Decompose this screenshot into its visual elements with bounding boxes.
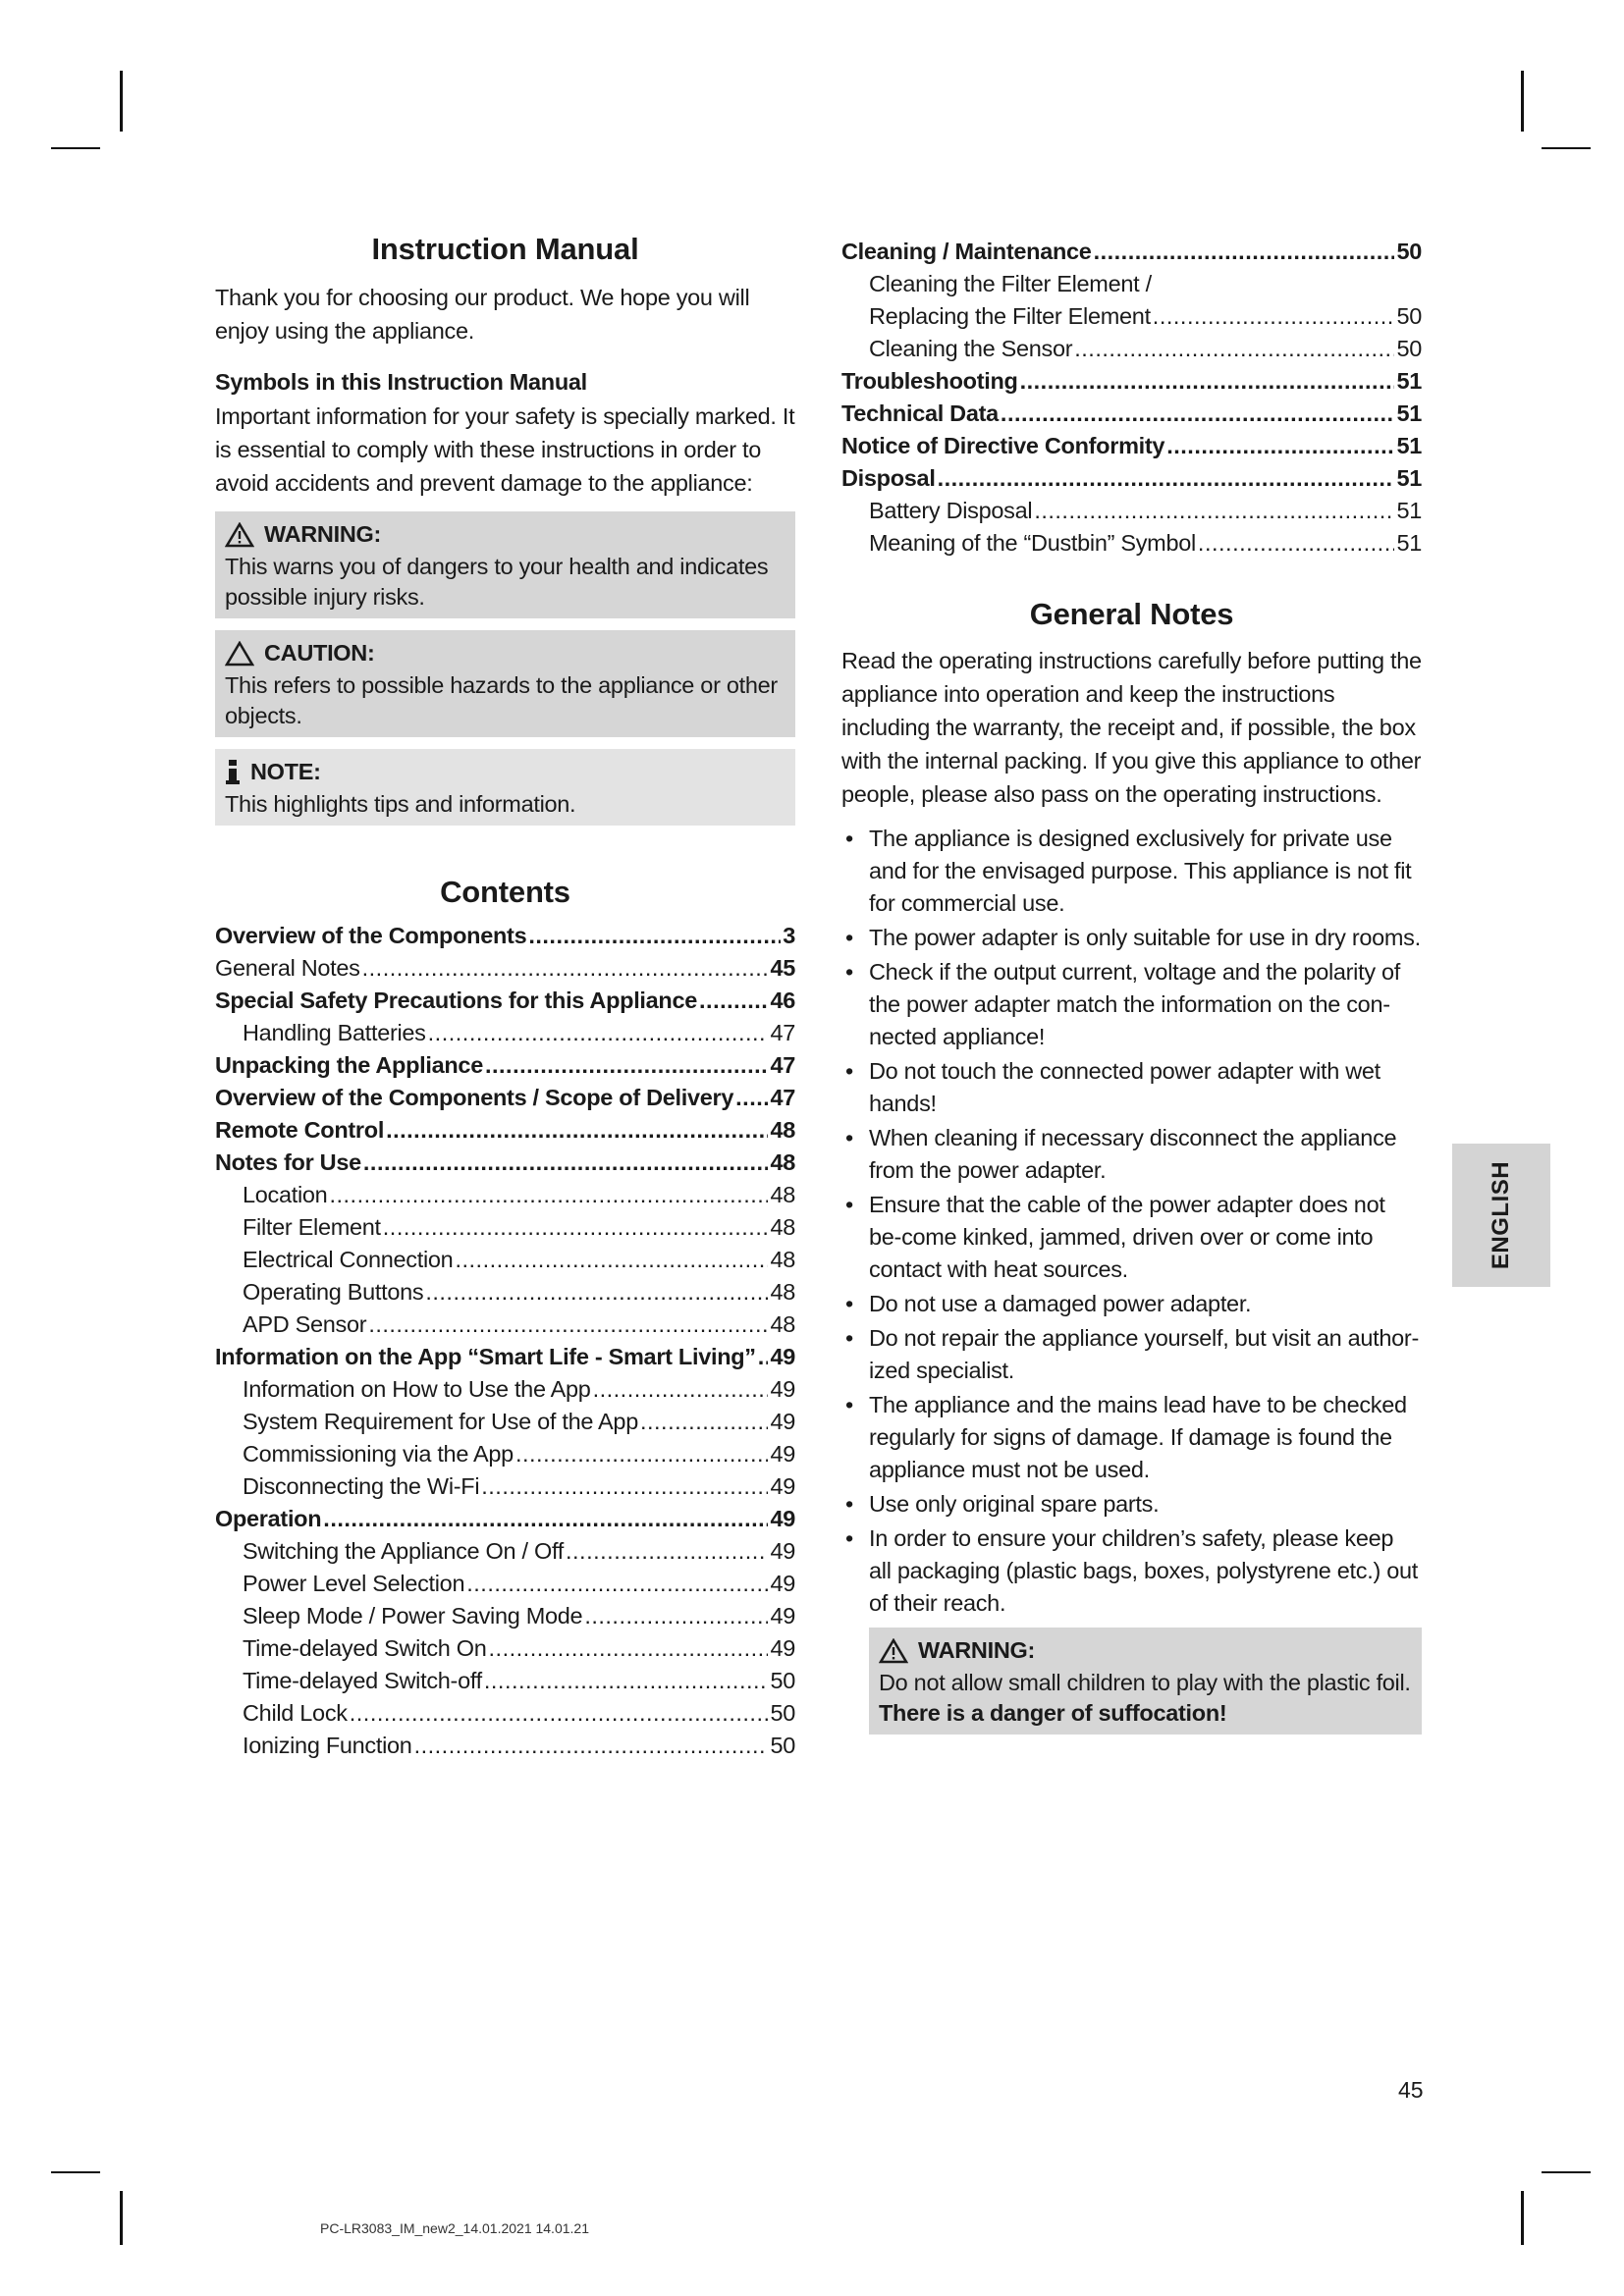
toc-entry[interactable]: Disposal ..... 51 [841, 462, 1422, 495]
toc-entry[interactable]: Commissioning via the App ..... 49 [215, 1438, 795, 1470]
page-number: 45 [1398, 2077, 1424, 2103]
toc-entry[interactable]: Cleaning / Maintenance ..... 50 [841, 236, 1422, 268]
warning-triangle-icon [879, 1638, 908, 1664]
symbols-text: Important information for your safety is specially marked. It is essential to comply with these instructions in order to avoid accidents and prevent damage to the appliance: [215, 403, 795, 496]
warning-box-suffocation [869, 1628, 1422, 1735]
warning-text: This warns you of dangers to your health and indicates possible injury risks. [225, 554, 769, 610]
crop-mark [120, 71, 123, 132]
crop-mark [120, 2191, 123, 2245]
toc-entry[interactable]: Overview of the Components / Scope of Delivery ..... 47 [215, 1082, 795, 1114]
toc-entry[interactable]: Remote Control ..... 48 [215, 1114, 795, 1147]
note-text: This highlights tips and information. [225, 791, 576, 817]
toc-entry[interactable]: Unpacking the Appliance ..... 47 [215, 1049, 795, 1082]
info-icon [225, 760, 241, 785]
toc-entry[interactable]: Information on the App “Smart Life - Smart Living” ..... 49 [215, 1341, 795, 1373]
caution-box [215, 630, 795, 737]
crop-mark [1521, 2191, 1524, 2245]
toc-entry[interactable]: Notice of Directive Conformity ..... 51 [841, 430, 1422, 462]
toc-entry[interactable]: Operation ..... 49 [215, 1503, 795, 1535]
list-item: • When cleaning if necessary disconnect the appliance from the power adapter. [841, 1122, 1422, 1187]
toc-entry[interactable]: Child Lock ..... 50 [215, 1697, 795, 1730]
list-item: • The appliance and the mains lead have to be checked regularly for signs of damage. If damage is found the appliance must not be used. [841, 1389, 1422, 1486]
caution-text: This refers to possible hazards to the appliance or other objects. [225, 672, 778, 728]
toc-entry[interactable]: Notes for Use ..... 48 [215, 1147, 795, 1179]
list-item: • Check if the output current, voltage and the polarity of the power adapter match the information on the con-nected appliance! [841, 956, 1422, 1053]
warning-label: WARNING: [264, 521, 382, 547]
crop-mark [1542, 147, 1591, 149]
toc-entry[interactable]: Technical Data ..... 51 [841, 398, 1422, 430]
caution-label: CAUTION: [264, 640, 375, 666]
toc-entry[interactable]: Information on How to Use the App ..... 49 [215, 1373, 795, 1406]
toc-entry[interactable]: Battery Disposal ..... 51 [841, 495, 1422, 527]
warning-label: WARNING: [918, 1637, 1036, 1663]
toc-entry[interactable]: Replacing the Filter Element ..... 50 [841, 300, 1422, 333]
note-box [215, 749, 795, 826]
toc-entry[interactable]: Switching the Appliance On / Off ..... 49 [215, 1535, 795, 1568]
language-tab [1452, 1144, 1550, 1287]
crop-mark [1542, 2171, 1591, 2173]
toc-entry-line[interactable]: Cleaning the Filter Element / [869, 271, 1152, 296]
crop-mark [1521, 71, 1524, 132]
toc-entry[interactable]: Troubleshooting ..... 51 [841, 365, 1422, 398]
warning-triangle-icon [225, 522, 254, 548]
crop-mark [51, 147, 100, 149]
table-of-contents [215, 920, 795, 1762]
crop-mark [51, 2171, 100, 2173]
toc-entry[interactable]: Handling Batteries ..... 47 [215, 1017, 795, 1049]
toc-entry[interactable]: Electrical Connection ..... 48 [215, 1244, 795, 1276]
contents-title: Contents [440, 875, 570, 909]
general-notes-text: Read the operating instructions carefully before putting the appliance into operation and keep the instructions including the warranty, the receipt and, if possible, the box with the internal packing. If you give this appliance to other people, please also pass on the operating instructions. [841, 648, 1422, 807]
toc-entry[interactable]: Ionizing Function ..... 50 [215, 1730, 795, 1762]
toc-entry[interactable]: Special Safety Precautions for this Appliance ..... 46 [215, 985, 795, 1017]
list-item: • Do not use a damaged power adapter. [841, 1288, 1422, 1320]
toc-entry[interactable]: APD Sensor ..... 48 [215, 1308, 795, 1341]
list-item: • In order to ensure your children’s safety, please keep all packaging (plastic bags, boxes, polystyrene etc.) out of their reach. [841, 1522, 1422, 1620]
right-column [841, 236, 1422, 1735]
toc-entry[interactable]: Overview of the Components ..... 3 [215, 920, 795, 952]
toc-entry[interactable]: Power Level Selection ..... 49 [215, 1568, 795, 1600]
safety-bullet-list [841, 823, 1422, 1620]
toc-entry[interactable]: Location ..... 48 [215, 1179, 795, 1211]
left-column [215, 232, 795, 1762]
warning-bold-text: There is a danger of suffocation! [879, 1700, 1227, 1726]
toc-entry[interactable]: Filter Element ..... 48 [215, 1211, 795, 1244]
list-item: • The power adapter is only suitable for use in dry rooms. [841, 922, 1422, 954]
print-footer: PC-LR3083_IM_new2_14.01.2021 14.01.21 [320, 2220, 589, 2236]
toc-entry[interactable]: System Requirement for Use of the App ..... 49 [215, 1406, 795, 1438]
toc-entry[interactable]: Time-delayed Switch On ..... 49 [215, 1632, 795, 1665]
list-item: • Do not repair the appliance yourself, but visit an author-ized specialist. [841, 1322, 1422, 1387]
table-of-contents-continued [841, 236, 1422, 560]
toc-entry[interactable]: Cleaning the Sensor ..... 50 [841, 333, 1422, 365]
toc-entry[interactable]: Meaning of the “Dustbin” Symbol ..... 51 [841, 527, 1422, 560]
list-item: • The appliance is designed exclusively for private use and for the envisaged purpose. This appliance is not fit for commercial use. [841, 823, 1422, 920]
toc-entry[interactable]: Time-delayed Switch-off ..... 50 [215, 1665, 795, 1697]
caution-triangle-icon [225, 641, 254, 667]
toc-entry[interactable]: General Notes ..... 45 [215, 952, 795, 985]
language-tab-label: ENGLISH [1488, 1160, 1514, 1270]
warning-text: Do not allow small children to play with the plastic foil. [879, 1670, 1411, 1695]
list-item: • Use only original spare parts. [841, 1488, 1422, 1521]
list-item: • Ensure that the cable of the power adapter does not be-come kinked, jammed, driven over or come into contact with heat sources. [841, 1189, 1422, 1286]
toc-entry[interactable]: Operating Buttons ..... 48 [215, 1276, 795, 1308]
note-label: NOTE: [250, 759, 321, 784]
intro-text: Thank you for choosing our product. We hope you will enjoy using the appliance. [215, 285, 750, 344]
symbols-heading: Symbols in this Instruction Manual [215, 369, 587, 395]
warning-box [215, 511, 795, 618]
page-title: Instruction Manual [371, 232, 639, 266]
toc-entry[interactable]: Disconnecting the Wi-Fi ..... 49 [215, 1470, 795, 1503]
list-item: • Do not touch the connected power adapter with wet hands! [841, 1055, 1422, 1120]
general-notes-title: General Notes [1029, 597, 1234, 631]
toc-entry[interactable]: Sleep Mode / Power Saving Mode ..... 49 [215, 1600, 795, 1632]
